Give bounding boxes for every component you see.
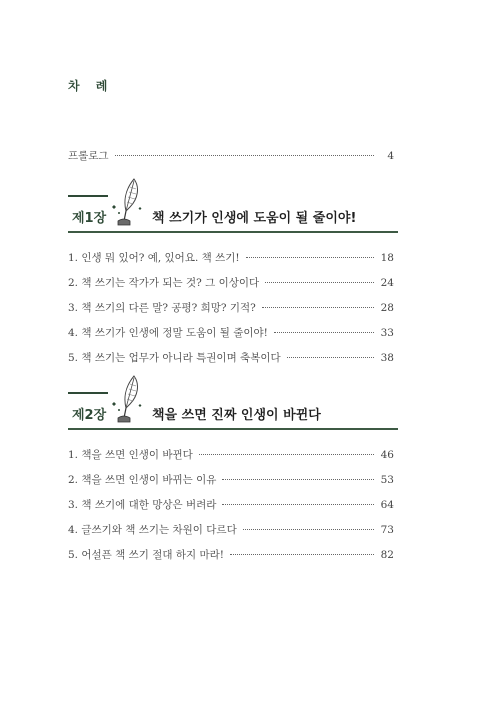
entry-title: 1. 책을 쓰면 인생이 바뀐다 xyxy=(68,449,193,461)
dot-leader xyxy=(265,282,374,283)
toc-entry[interactable] xyxy=(68,447,394,462)
entry-page: 28 xyxy=(380,302,394,314)
chapter-2-header xyxy=(68,392,398,430)
chapter-label: 제1장 xyxy=(72,211,107,226)
entry-page: 73 xyxy=(380,524,394,536)
chapter-rule-bottom xyxy=(68,428,398,430)
entry-page: 4 xyxy=(387,150,394,162)
entry-title: 4. 책 쓰기가 인생에 정말 도움이 될 줄이야! xyxy=(68,327,268,339)
toc-entry[interactable] xyxy=(68,497,394,512)
entry-page: 53 xyxy=(380,474,394,486)
dot-leader xyxy=(246,257,374,258)
entry-title: 2. 책을 쓰면 인생이 바뀌는 이유 xyxy=(68,474,217,486)
entry-title: 1. 인생 뭐 있어? 예, 있어요. 책 쓰기! xyxy=(68,252,240,264)
toc-entry[interactable] xyxy=(68,350,394,365)
entry-title: 2. 책 쓰기는 작가가 되는 것? 그 이상이다 xyxy=(68,277,260,289)
entry-title: 3. 책 쓰기에 대한 망상은 버려라 xyxy=(68,499,217,511)
entry-page: 33 xyxy=(380,327,394,339)
chapter-title: 책 쓰기가 인생에 도움이 될 줄이야! xyxy=(152,211,357,226)
entry-page: 18 xyxy=(380,252,394,264)
dot-leader xyxy=(115,155,374,156)
entry-title: 4. 글쓰기와 책 쓰기는 차원이 다르다 xyxy=(68,524,237,536)
entry-title: 프롤로그 xyxy=(68,150,109,162)
dot-leader xyxy=(199,454,374,455)
toc-title: 차 례 xyxy=(68,79,114,93)
entry-page: 64 xyxy=(380,499,394,511)
entry-page: 46 xyxy=(380,449,394,461)
dot-leader xyxy=(222,479,374,480)
toc-entry[interactable] xyxy=(68,275,394,290)
dot-leader xyxy=(274,332,374,333)
dot-leader xyxy=(243,529,374,530)
toc-entry[interactable] xyxy=(68,472,394,487)
toc-entry[interactable] xyxy=(68,300,394,315)
entry-page: 24 xyxy=(380,277,394,289)
entry-page: 82 xyxy=(380,549,394,561)
toc-entry[interactable] xyxy=(68,250,394,265)
chapter-1-header xyxy=(68,195,398,233)
chapter-rule-bottom xyxy=(68,231,398,233)
entry-title: 3. 책 쓰기의 다른 말? 공평? 희망? 기적? xyxy=(68,302,256,314)
dot-leader xyxy=(230,554,374,555)
chapter-label: 제2장 xyxy=(72,408,107,423)
chapter-rule-top xyxy=(68,195,108,197)
quill-pen-icon xyxy=(110,177,146,229)
toc-entry[interactable] xyxy=(68,547,394,562)
chapter-title: 책을 쓰면 진짜 인생이 바뀐다 xyxy=(152,408,321,423)
dot-leader xyxy=(262,307,374,308)
toc-entry[interactable] xyxy=(68,522,394,537)
chapter-rule-top xyxy=(68,392,108,394)
dot-leader xyxy=(287,357,374,358)
entry-page: 38 xyxy=(380,352,394,364)
dot-leader xyxy=(222,504,374,505)
entry-title: 5. 어설픈 책 쓰기 절대 하지 마라! xyxy=(68,549,224,561)
toc-entry[interactable] xyxy=(68,325,394,340)
quill-pen-icon xyxy=(110,374,146,426)
entry-title: 5. 책 쓰기는 업무가 아니라 특권이며 축복이다 xyxy=(68,352,281,364)
toc-entry-prologue[interactable] xyxy=(68,148,394,163)
